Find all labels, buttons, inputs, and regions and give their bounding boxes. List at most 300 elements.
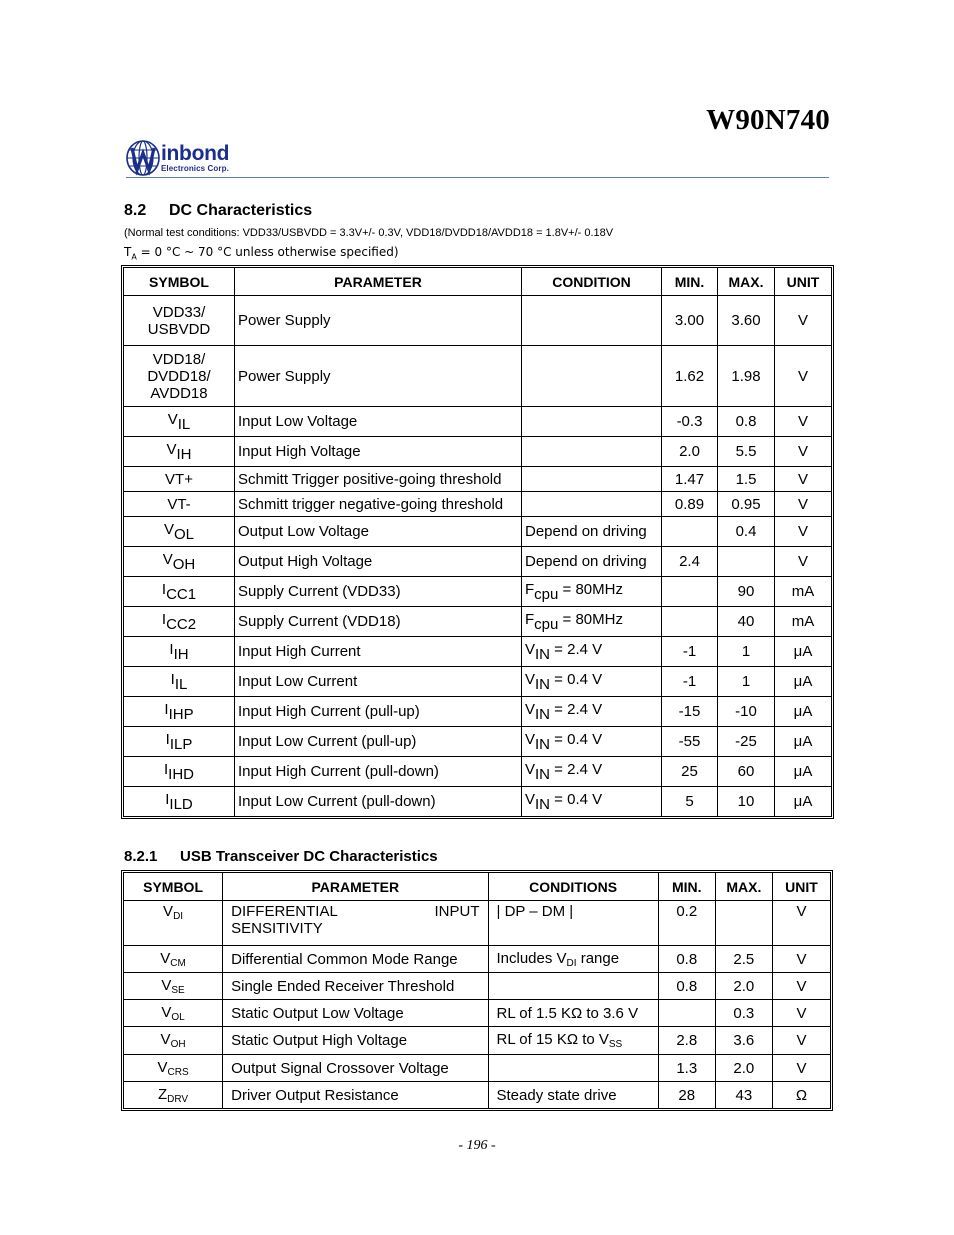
condition-text: RL of 15 KΩ to V [496, 1031, 609, 1048]
max-cell [718, 757, 775, 787]
column-header: CONDITIONS [488, 873, 658, 901]
symbol-cell [124, 757, 235, 787]
symbol-cell [124, 407, 235, 437]
symbol-text: VT+ [165, 470, 193, 488]
table-row [124, 607, 832, 637]
parameter-cell [235, 757, 522, 787]
condition-cell [522, 607, 662, 637]
header-divider [126, 177, 829, 178]
unit-cell [775, 517, 832, 547]
table-row [124, 577, 832, 607]
unit-value: V [796, 903, 807, 920]
parameter-cell [235, 296, 522, 346]
symbol-cell [124, 901, 223, 946]
min-cell [662, 437, 718, 467]
condition-text: Steady state drive [496, 1086, 617, 1104]
table-row [124, 346, 832, 407]
section-title: DC Characteristics [169, 202, 313, 219]
temp-range: = 0 °C ~ 70 °C unless otherwise specified) [136, 245, 399, 259]
min-value: 0.2 [676, 903, 698, 920]
max-cell [715, 1027, 772, 1055]
condition-rest: = 80MHz [558, 610, 623, 628]
parameter-cell [235, 467, 522, 492]
unit-value: μA [793, 733, 813, 750]
parameter-text: Output High Voltage [238, 553, 373, 570]
table-row [124, 667, 832, 697]
symbol-subscript: ILP [169, 735, 193, 753]
max-cell [718, 517, 775, 547]
symbol-cell [124, 1082, 223, 1109]
unit-cell [775, 727, 832, 757]
condition-text: V [525, 640, 536, 658]
max-cell [718, 607, 775, 637]
min-value: 0.8 [676, 977, 698, 995]
unit-cell [772, 1000, 830, 1027]
parameter-text: Output Low Voltage [238, 523, 369, 540]
unit-value: V [797, 495, 808, 513]
table-header-row [124, 268, 832, 296]
min-value: -1 [682, 643, 697, 660]
unit-value: Ω [795, 1086, 808, 1104]
max-cell [718, 547, 775, 577]
symbol-subscript: IHP [168, 705, 194, 723]
parameter-text: DIFFERENTIAL INPUT SENSITIVITY [231, 903, 480, 937]
condition-subscript: IN [535, 705, 551, 723]
max-cell [715, 901, 772, 946]
symbol-subscript: IL [177, 415, 191, 433]
parameter-text: Input Low Voltage [238, 413, 358, 430]
parameter-cell [235, 637, 522, 667]
condition-cell [522, 492, 662, 517]
condition-cell [522, 517, 662, 547]
condition-cell [522, 667, 662, 697]
parameter-cell [235, 547, 522, 577]
unit-cell [775, 787, 832, 817]
symbol-cell [124, 547, 235, 577]
parameter-text: Power Supply [238, 312, 331, 329]
symbol-text: VDD18/ DVDD18/ AVDD18 [147, 350, 211, 402]
table-row [124, 697, 832, 727]
column-header: UNIT [775, 268, 832, 296]
column-header: PARAMETER [223, 873, 488, 901]
parameter-text: Single Ended Receiver Threshold [231, 977, 455, 995]
table-row [124, 787, 832, 817]
dc-table-body [124, 296, 832, 817]
min-value: 2.4 [679, 553, 700, 570]
unit-value: V [796, 977, 807, 995]
symbol-subscript: DI [173, 911, 184, 922]
condition-subscript: IN [535, 645, 551, 663]
unit-value: V [796, 950, 807, 968]
symbol-text: I [165, 790, 170, 808]
parameter-text: Power Supply [238, 367, 331, 385]
condition-text: Includes V [496, 949, 567, 967]
parameter-text: Supply Current (VDD33) [238, 583, 401, 600]
table-row [124, 517, 832, 547]
condition-text: V [525, 760, 536, 778]
max-value: 1 [741, 643, 751, 660]
min-value: 1.3 [676, 1059, 698, 1077]
symbol-subscript: OH [170, 1039, 186, 1050]
symbol-cell [124, 467, 235, 492]
symbol-text: I [170, 670, 175, 688]
condition-cell [522, 296, 662, 346]
symbol-text: V [163, 903, 174, 920]
symbol-cell [124, 517, 235, 547]
parameter-cell [223, 1027, 488, 1055]
min-value: 3.00 [674, 312, 705, 329]
unit-cell [772, 946, 830, 973]
table-row [124, 1082, 831, 1109]
unit-cell [772, 901, 830, 946]
min-cell [662, 697, 718, 727]
symbol-text: I [169, 640, 174, 658]
symbol-text: I [161, 580, 167, 598]
unit-value: μA [793, 643, 813, 660]
table-row [124, 1027, 831, 1055]
unit-cell [775, 637, 832, 667]
usb-table-body [124, 901, 831, 1109]
condition-cell [522, 757, 662, 787]
symbol-text: V [162, 550, 173, 568]
min-value: 2.0 [679, 443, 700, 460]
subsection-title: USB Transceiver DC Characteristics [180, 848, 438, 865]
condition-rest: = 2.4 V [550, 760, 603, 778]
parameter-text: Input Low Current (pull-up) [238, 733, 417, 750]
parameter-cell [235, 437, 522, 467]
max-value: 1.5 [735, 470, 757, 488]
unit-cell [772, 973, 830, 1000]
symbol-text: V [157, 1058, 168, 1076]
condition-subscript: IN [535, 765, 551, 783]
symbol-cell [124, 697, 235, 727]
condition-cell [522, 697, 662, 727]
condition-cell [488, 946, 658, 973]
unit-cell [775, 296, 832, 346]
symbol-subscript: CC2 [166, 615, 197, 633]
condition-rest: = 2.4 V [550, 640, 603, 658]
parameter-text: Differential Common Mode Range [231, 950, 458, 968]
unit-value: V [797, 312, 808, 329]
symbol-cell [124, 1000, 223, 1027]
symbol-subscript: CM [170, 957, 186, 969]
parameter-text: Input High Voltage [238, 443, 361, 460]
unit-value: μA [793, 793, 813, 810]
temp-symbol: T [124, 245, 132, 259]
min-cell [662, 727, 718, 757]
unit-value: V [796, 1059, 807, 1077]
document-title: W90N740 [706, 104, 830, 136]
symbol-cell [124, 577, 235, 607]
symbol-subscript: IH [173, 645, 189, 663]
condition-subscript: IN [535, 675, 551, 693]
parameter-cell [235, 787, 522, 817]
symbol-subscript: IHD [168, 765, 194, 783]
max-cell [718, 787, 775, 817]
unit-cell [775, 467, 832, 492]
symbol-cell [124, 492, 235, 517]
condition-subscript: cpu [534, 585, 559, 603]
symbol-text: V [161, 1003, 172, 1021]
column-header: UNIT [772, 873, 830, 901]
min-cell [658, 1055, 715, 1082]
parameter-text: Schmitt Trigger positive-going threshold [238, 470, 502, 488]
max-cell [718, 667, 775, 697]
max-value: 5.5 [735, 443, 757, 460]
symbol-cell [124, 946, 223, 973]
parameter-cell [223, 946, 488, 973]
min-value: -15 [678, 703, 701, 720]
condition-cell [522, 346, 662, 407]
symbol-cell [124, 973, 223, 1000]
max-value: -10 [735, 703, 757, 720]
condition-rest: = 0.4 V [550, 730, 603, 748]
symbol-subscript: CRS [167, 1066, 189, 1078]
column-header: MAX. [718, 268, 775, 296]
min-cell [662, 757, 718, 787]
unit-cell [772, 1082, 830, 1109]
symbol-cell [124, 296, 235, 346]
min-value: 28 [678, 1086, 696, 1104]
symbol-subscript: OL [174, 525, 195, 543]
unit-value: V [797, 523, 808, 540]
unit-value: mA [791, 613, 815, 630]
min-cell [662, 577, 718, 607]
condition-rest: range [576, 949, 620, 967]
symbol-text: I [161, 610, 167, 628]
max-cell [718, 697, 775, 727]
page-number: - 196 - [458, 1138, 496, 1153]
parameter-text: Input Low Current (pull-down) [238, 793, 436, 810]
max-cell [718, 296, 775, 346]
parameter-text: Input High Current (pull-down) [238, 763, 439, 780]
max-cell [715, 973, 772, 1000]
unit-value: V [796, 1004, 807, 1022]
unit-value: μA [793, 763, 813, 780]
condition-cell [488, 1055, 658, 1082]
symbol-text: V [163, 520, 174, 538]
table-row [124, 637, 832, 667]
parameter-cell [235, 697, 522, 727]
symbol-text: V [167, 410, 178, 428]
symbol-subscript: OH [172, 555, 196, 573]
symbol-text: V [161, 976, 172, 994]
condition-text: F [525, 610, 535, 628]
parameter-cell [223, 1000, 488, 1027]
min-value: 5 [685, 793, 694, 810]
max-value: 43 [735, 1086, 753, 1104]
unit-cell [775, 492, 832, 517]
min-cell [658, 973, 715, 1000]
unit-value: V [796, 1032, 807, 1049]
min-value: 2.8 [676, 1032, 698, 1049]
max-value: 2.0 [733, 1059, 755, 1077]
subsection-number: 8.2.1 [124, 848, 158, 865]
min-cell [662, 296, 718, 346]
condition-cell [488, 1082, 658, 1109]
table-row [124, 946, 831, 973]
symbol-cell [124, 667, 235, 697]
symbol-subscript: IL [174, 675, 188, 693]
condition-text: V [525, 730, 536, 748]
min-cell [662, 547, 718, 577]
parameter-cell [235, 407, 522, 437]
max-value: 1.98 [731, 367, 761, 385]
unit-value: V [797, 413, 808, 430]
max-value: 90 [737, 583, 755, 600]
max-cell [718, 407, 775, 437]
min-cell [662, 346, 718, 407]
condition-subscript: cpu [534, 615, 559, 633]
min-cell [662, 467, 718, 492]
test-conditions-line-1: (Normal test conditions: VDD33/USBVDD = 3.3V+/- 0.3V, VDD18/DVDD18/AVDD18 = 1.8V+/- 0.18V [124, 227, 614, 239]
max-value: 60 [737, 763, 755, 780]
table-header-row [124, 873, 831, 901]
min-value: 0.8 [676, 950, 698, 968]
condition-cell [522, 727, 662, 757]
min-value: 1.62 [674, 367, 705, 385]
symbol-text: V [166, 440, 177, 458]
max-value: 0.95 [731, 495, 761, 513]
max-value: 2.0 [733, 977, 755, 995]
subsection-heading [124, 848, 438, 865]
parameter-cell [223, 973, 488, 1000]
logo-brand: inbond [161, 142, 230, 165]
usb-transceiver-table [123, 872, 831, 1109]
unit-cell [775, 757, 832, 787]
column-header: SYMBOL [124, 268, 235, 296]
min-cell [658, 1000, 715, 1027]
unit-cell [775, 667, 832, 697]
table-row [124, 547, 832, 577]
symbol-text: Z [158, 1085, 168, 1103]
min-value: 25 [681, 763, 698, 780]
symbol-subscript: CC1 [166, 585, 197, 603]
condition-text: RL of 1.5 KΩ to 3.6 V [496, 1004, 639, 1022]
max-cell [718, 346, 775, 407]
min-value: -0.3 [676, 413, 703, 430]
parameter-text: Static Output High Voltage [231, 1032, 408, 1049]
condition-cell [522, 467, 662, 492]
table-row [124, 407, 832, 437]
parameter-text: Supply Current (VDD18) [238, 613, 401, 630]
column-header: PARAMETER [235, 268, 522, 296]
unit-cell [775, 437, 832, 467]
max-value: 10 [737, 793, 755, 810]
unit-value: μA [793, 703, 813, 720]
winbond-logo [126, 139, 229, 179]
condition-cell [488, 1000, 658, 1027]
column-header: MIN. [662, 268, 718, 296]
condition-rest: = 80MHz [558, 580, 623, 598]
column-header: SYMBOL [124, 873, 223, 901]
unit-cell [772, 1027, 830, 1055]
max-value: 2.5 [733, 950, 755, 968]
max-value: 3.60 [731, 312, 761, 329]
min-cell [662, 492, 718, 517]
condition-subscript: IN [535, 735, 551, 753]
dc-characteristics-table [123, 267, 832, 817]
condition-text: V [525, 700, 536, 718]
parameter-text: Output Signal Crossover Voltage [231, 1059, 449, 1077]
min-cell [658, 1027, 715, 1055]
symbol-text: V [160, 1031, 171, 1048]
condition-cell [522, 637, 662, 667]
symbol-cell [124, 787, 235, 817]
condition-text: V [525, 670, 536, 688]
section-heading [124, 202, 312, 220]
test-conditions-line-2 [124, 245, 399, 261]
symbol-subscript: ILD [169, 795, 193, 813]
symbol-cell [124, 1055, 223, 1082]
condition-subscript: DI [566, 957, 577, 969]
min-cell [662, 607, 718, 637]
symbol-text: VT- [167, 495, 191, 513]
parameter-cell [235, 346, 522, 407]
condition-rest: = 0.4 V [550, 670, 603, 688]
condition-cell [522, 547, 662, 577]
min-value: 0.89 [674, 495, 705, 513]
max-cell [715, 1000, 772, 1027]
max-cell [718, 577, 775, 607]
unit-cell [775, 407, 832, 437]
max-cell [715, 1082, 772, 1109]
parameter-cell [235, 517, 522, 547]
table-row [124, 467, 832, 492]
parameter-cell [235, 577, 522, 607]
min-cell [662, 407, 718, 437]
symbol-text: I [163, 760, 169, 778]
max-value: -25 [735, 733, 757, 750]
unit-cell [775, 547, 832, 577]
logo-subtitle: Electronics Corp. [161, 164, 229, 173]
symbol-cell [124, 607, 235, 637]
max-value: 0.3 [733, 1004, 755, 1022]
column-header: MAX. [715, 873, 772, 901]
min-cell [658, 901, 715, 946]
condition-subscript: SS [608, 1039, 623, 1050]
condition-cell [488, 1027, 658, 1055]
parameter-cell [235, 607, 522, 637]
max-value: 0.8 [735, 413, 757, 430]
min-cell [662, 667, 718, 697]
table-row [124, 296, 832, 346]
parameter-text: Input Low Current [238, 673, 358, 690]
min-value: 1.47 [674, 470, 705, 488]
condition-subscript: IN [535, 795, 551, 813]
condition-text: V [525, 790, 536, 808]
symbol-text: V [160, 949, 171, 967]
temp-symbol-sub: A [131, 252, 137, 262]
symbol-cell [124, 346, 235, 407]
min-cell [662, 637, 718, 667]
condition-cell [522, 787, 662, 817]
max-cell [718, 727, 775, 757]
unit-value: V [797, 470, 808, 488]
parameter-cell [235, 667, 522, 697]
symbol-subscript: IH [176, 445, 192, 463]
logo-text [161, 143, 229, 173]
table-row [124, 1055, 831, 1082]
winbond-globe-icon [126, 139, 160, 176]
table-row [124, 973, 831, 1000]
unit-cell [775, 577, 832, 607]
symbol-cell [124, 727, 235, 757]
condition-cell [488, 973, 658, 1000]
symbol-subscript: SE [171, 984, 185, 996]
symbol-subscript: DRV [167, 1093, 189, 1105]
unit-value: mA [791, 583, 815, 600]
